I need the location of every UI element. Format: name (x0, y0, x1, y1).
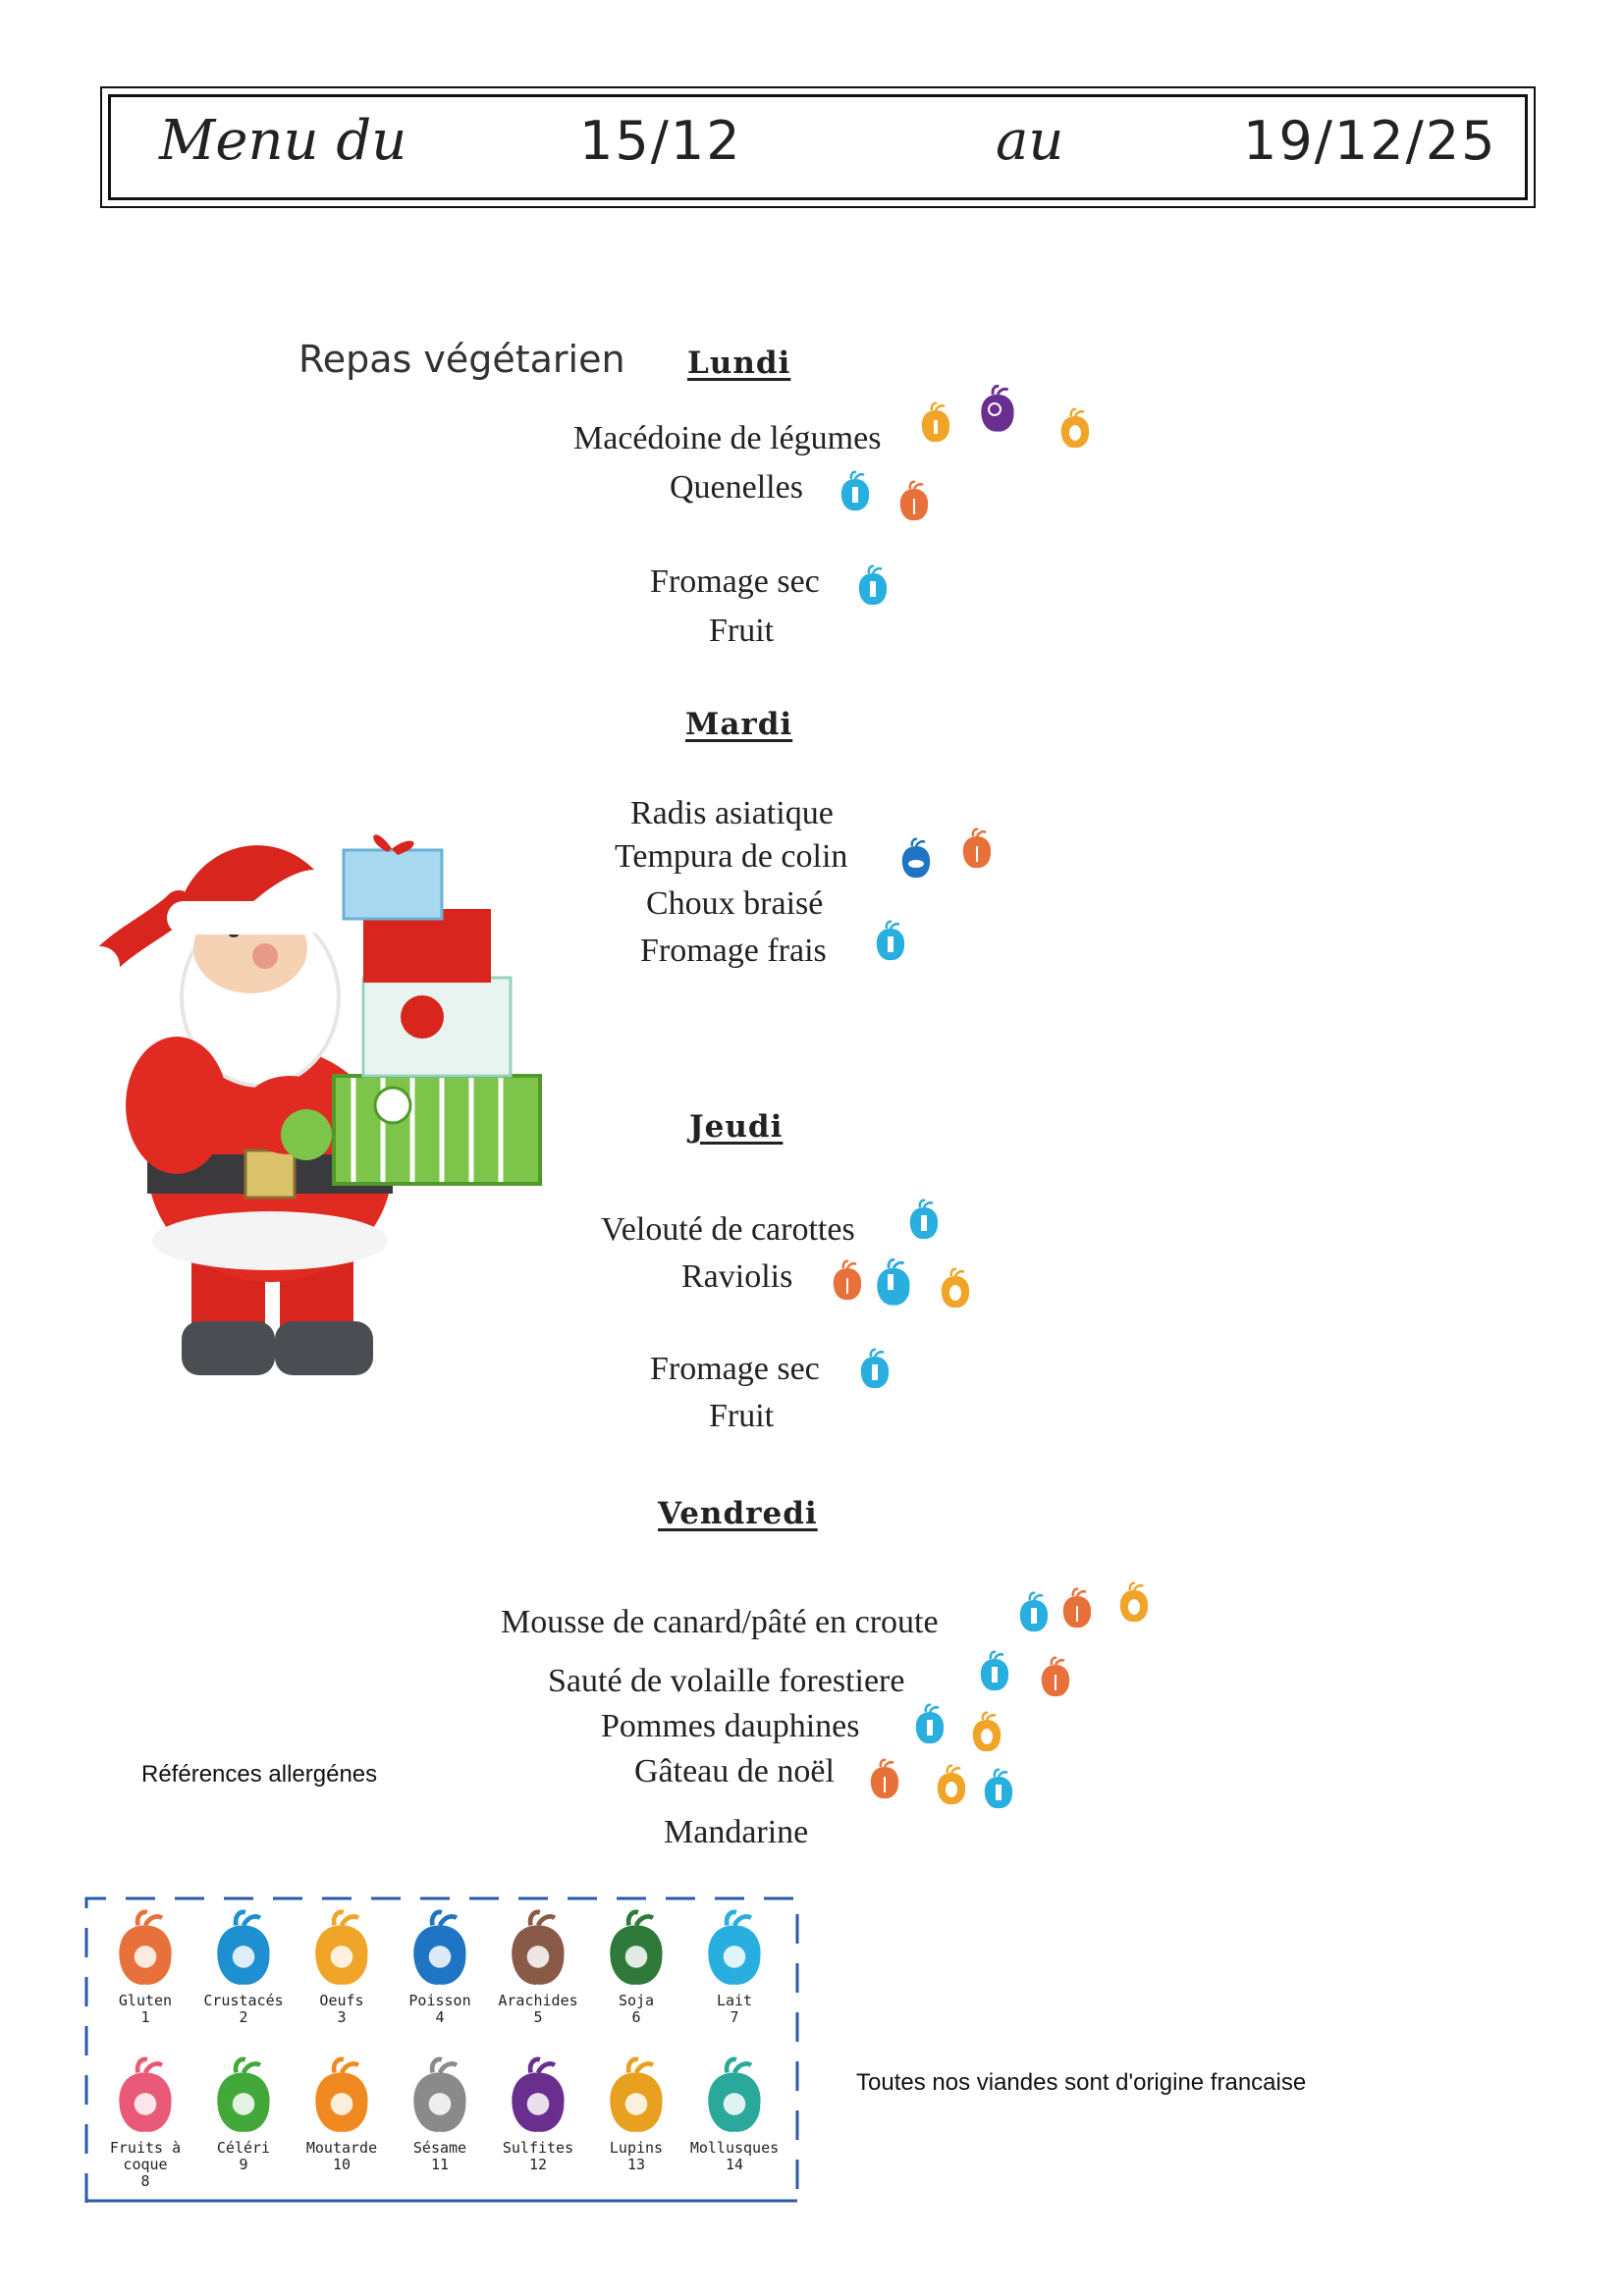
milk-allergen-icon (874, 1256, 913, 1308)
gluten-allergen-icon (960, 827, 994, 870)
dish-lundi-2: Quenelles (670, 469, 803, 506)
legend-item-number: 13 (626, 2156, 646, 2173)
date-to: 19/12/25 (1243, 110, 1497, 172)
meat-origin-note: Toutes nos viandes sont d'origine francaise (856, 2069, 1307, 2096)
gluten-allergen-icon (868, 1757, 901, 1800)
dish-jeudi-2: Raviolis (681, 1258, 793, 1295)
legend-item-name: Sésame (412, 2139, 467, 2157)
milk-allergen-icon (856, 563, 890, 607)
dish-vendredi-2: Sauté de volaille forestiere (548, 1663, 905, 1699)
allergen-reference-label: Références allergénes (141, 1761, 378, 1788)
legend-item-number: 3 (337, 2008, 347, 2026)
fish-allergen-icon (899, 836, 933, 880)
menu-title: Menu du (159, 109, 407, 173)
legend-item-number: 4 (435, 2008, 445, 2026)
legend-item (687, 2054, 782, 2173)
dish-vendredi-4: Gâteau de noël (634, 1753, 835, 1789)
dish-jeudi-1: Velouté de carottes (601, 1211, 855, 1248)
milk-icon (703, 1906, 766, 1989)
egg-allergen-icon (1117, 1580, 1151, 1624)
lupin-icon (605, 2054, 668, 2136)
sulfite-icon (507, 2054, 569, 2136)
allergen-legend (84, 1896, 799, 2203)
egg-allergen-icon (970, 1710, 1003, 1753)
legend-item (196, 1906, 291, 2026)
day-heading-lundi: Lundi (687, 346, 791, 381)
legend-item-number: 2 (239, 2008, 248, 2026)
legend-item-number: 9 (239, 2156, 248, 2173)
gluten-allergen-icon (1039, 1655, 1072, 1698)
legend-item-name: Fruits à coque (109, 2139, 182, 2173)
legend-item-number: 1 (140, 2008, 150, 2026)
legend-item (589, 2054, 683, 2173)
milk-allergen-icon (1017, 1590, 1051, 1633)
legend-item-name: Crustacés (203, 1992, 284, 2009)
crab-icon (212, 1906, 275, 1989)
gluten-allergen-icon (1060, 1586, 1094, 1629)
legend-item-number: 5 (533, 2008, 543, 2026)
legend-item (196, 2054, 291, 2173)
wheat-icon (114, 1906, 177, 1989)
dish-vendredi-5: Mandarine (664, 1814, 809, 1850)
legend-item (491, 1906, 585, 2026)
legend-item (393, 2054, 487, 2173)
milk-allergen-icon (874, 919, 907, 962)
milk-allergen-icon (978, 1649, 1011, 1692)
legend-item (295, 1906, 389, 2026)
legend-item (98, 1906, 192, 2026)
legend-item (687, 1906, 782, 2026)
legend-item-name: Soja (618, 1992, 655, 2009)
legend-item-name: Lait (716, 1992, 753, 2009)
sulfites-allergen-icon (978, 383, 1017, 434)
legend-item-number: 12 (528, 2156, 548, 2173)
mustard-icon (310, 2054, 373, 2136)
egg-allergen-icon (1058, 406, 1092, 450)
legend-item-number: 11 (430, 2156, 450, 2173)
legend-item-name: Poisson (408, 1992, 471, 2009)
legend-item-number: 10 (332, 2156, 352, 2173)
milk-allergen-icon (913, 1702, 947, 1745)
dish-mardi-1: Radis asiatique (630, 795, 834, 831)
vegetarian-label: Repas végétarien (298, 338, 625, 381)
legend-item (491, 2054, 585, 2173)
dish-mardi-2: Tempura de colin (615, 838, 848, 875)
date-connector: au (996, 109, 1064, 173)
legend-item (295, 2054, 389, 2173)
milk-allergen-icon (907, 1198, 941, 1241)
gluten-allergen-icon (831, 1258, 864, 1302)
legend-item-name: Oeufs (319, 1992, 364, 2009)
legend-item-number: 14 (725, 2156, 744, 2173)
shell-icon (703, 2054, 766, 2136)
sesame-icon (408, 2054, 471, 2136)
dish-lundi-4: Fruit (709, 613, 775, 649)
peanut-icon (507, 1906, 569, 1989)
egg-allergen-icon (935, 1763, 968, 1806)
nut-icon (114, 2054, 177, 2136)
day-heading-vendredi: Vendredi (658, 1496, 818, 1531)
legend-item (589, 1906, 683, 2026)
milk-allergen-icon (982, 1767, 1015, 1810)
legend-item-name: Arachides (498, 1992, 578, 2009)
egg-icon (310, 1906, 373, 1989)
soy-icon (605, 1906, 668, 1989)
legend-item-name: Céléri (216, 2139, 271, 2157)
day-heading-mardi: Mardi (685, 707, 793, 742)
legend-item-name: Gluten (118, 1992, 173, 2009)
milk-allergen-icon (839, 469, 872, 512)
legend-item-number: 6 (631, 2008, 641, 2026)
dish-mardi-3: Choux braisé (646, 885, 824, 922)
mustard-allergen-icon (919, 400, 952, 444)
menu-header (100, 86, 1536, 208)
dish-vendredi-1: Mousse de canard/pâté en croute (501, 1604, 939, 1640)
dish-mardi-4: Fromage frais (640, 933, 827, 969)
legend-item-number: 7 (730, 2008, 739, 2026)
milk-allergen-icon (858, 1347, 892, 1390)
legend-item (393, 1906, 487, 2026)
legend-item-name: Lupins (609, 2139, 664, 2157)
egg-allergen-icon (939, 1266, 972, 1309)
dish-jeudi-3: Fromage sec (650, 1351, 820, 1387)
dish-jeudi-4: Fruit (709, 1398, 775, 1434)
legend-item-name: Moutarde (305, 2139, 378, 2157)
dish-lundi-1: Macédoine de légumes (573, 420, 882, 456)
dish-lundi-3: Fromage sec (650, 563, 820, 600)
legend-item (98, 2054, 192, 2190)
dish-vendredi-3: Pommes dauphines (601, 1708, 860, 1744)
legend-item-name: Mollusques (689, 2139, 780, 2157)
day-heading-jeudi: Jeudi (689, 1109, 784, 1145)
date-from: 15/12 (579, 110, 742, 172)
celery-icon (212, 2054, 275, 2136)
legend-item-number: 8 (140, 2172, 150, 2190)
santa-claus-illustration (69, 811, 579, 1400)
fish-icon (408, 1906, 471, 1989)
gluten-allergen-icon (897, 479, 931, 522)
legend-item-name: Sulfites (502, 2139, 574, 2157)
